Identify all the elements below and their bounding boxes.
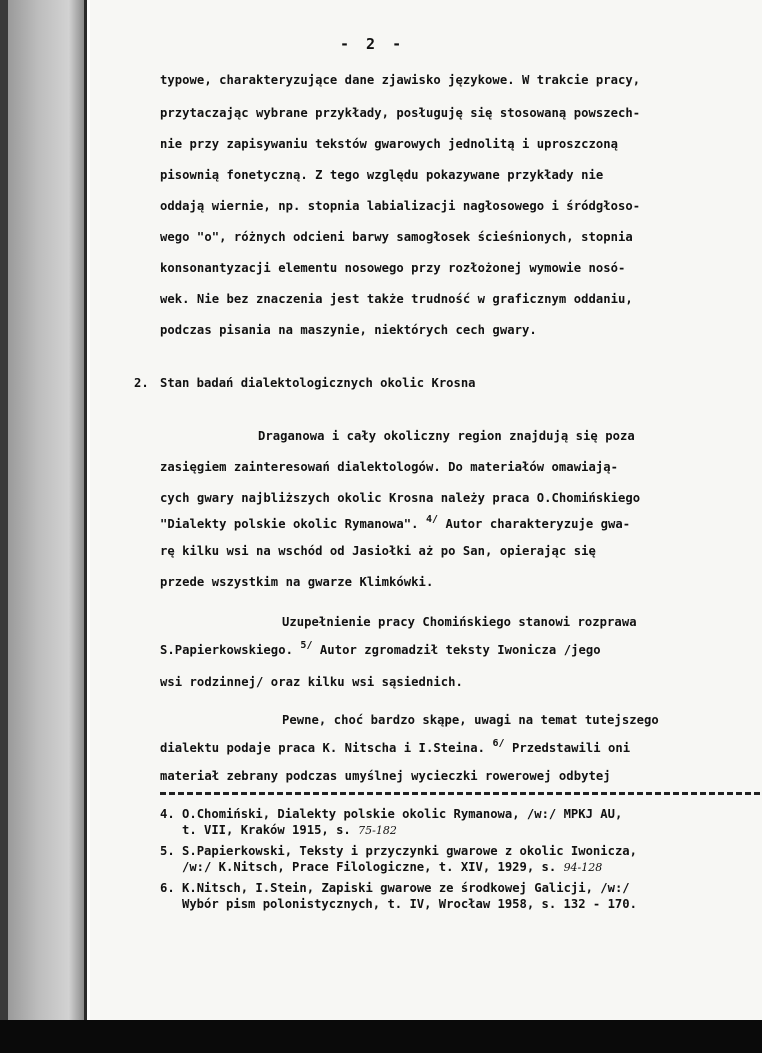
handwritten-pages: 75-182 — [358, 824, 397, 837]
paragraph-1-line: wek. Nie bez znaczenia jest także trudność w graficznym oddaniu, — [160, 292, 633, 306]
paragraph-1-line: oddają wiernie, np. stopnia labializacji nagłosowego i śródgłoso- — [160, 199, 641, 213]
footnote-ref: 6/ — [492, 738, 505, 749]
paragraph-1-line: przytaczając wybrane przykłady, posługuję się stosowaną powszech- — [160, 106, 641, 120]
footnote-4-cont: t. VII, Kraków 1915, s. 75-182 — [182, 823, 397, 837]
paragraph-4-line: dialektu podaje praca K. Nitscha i I.Steina. $^{6/}$ Przedstawili oni — [160, 738, 631, 755]
footnote-6: 6. K.Nitsch, I.Stein, Zapiski gwarowe ze środkowej Galicji, /w:/ — [160, 881, 630, 895]
paragraph-1-line: pisownią fonetyczną. Z tego względu pokazywane przykłady nie — [160, 168, 604, 182]
footnote-ref: 4/ — [425, 514, 439, 525]
footnote-ref: 5/ — [300, 640, 313, 651]
paragraph-2-line: "Dialekty polskie okolic Rymanowa". $^{4/}$ Autor charakteryzuje gwa- — [160, 514, 631, 531]
paragraph-3-line: wsi rodzinnej/ oraz kilku wsi sąsiednich. — [160, 675, 463, 689]
paragraph-1-line: wego "o", różnych odcieni barwy samogłosek ścieśnionych, stopnia — [160, 230, 633, 244]
paragraph-2-line: rę kilku wsi na wschód od Jasiołki aż po San, opierając się — [160, 544, 596, 558]
section-heading: Stan badań dialektologicznych okolic Krosna — [160, 376, 476, 390]
paragraph-1-line: nie przy zapisywaniu tekstów gwarowych jednolitą i uproszczoną — [160, 137, 619, 151]
footnote-5-cont: /w:/ K.Nitsch, Prace Filologiczne, t. XIV, 1929, s. 94-128 — [182, 860, 603, 874]
scan-binding-shadow — [8, 0, 84, 1053]
paragraph-3-line: Uzupełnienie pracy Chomińskiego stanowi rozprawa — [282, 615, 637, 629]
handwritten-pages: 94-128 — [563, 861, 603, 874]
paragraph-4-line: materiał zebrany podczas umyślnej wycieczki rowerowej odbytej — [160, 769, 611, 783]
scan-page-edge — [84, 0, 87, 1053]
paragraph-2-line: przede wszystkim na gwarze Klimkówki. — [160, 575, 434, 589]
paragraph-2-line: Draganowa i cały okoliczny region znajdują się poza — [258, 429, 635, 443]
section-number: 2. — [134, 376, 149, 390]
paragraph-1-line: konsonantyzacji elementu nosowego przy rozłożonej wymowie nosó- — [160, 261, 626, 275]
footnote-4: 4. O.Chomiński, Dialekty polskie okolic Rymanowa, /w:/ MPKJ AU, — [160, 807, 623, 821]
paragraph-2-line: zasięgiem zainteresowań dialektologów. Do materiałów omawiają- — [160, 460, 619, 474]
document-page — [90, 0, 762, 1020]
scan-edge-dark — [0, 0, 8, 1053]
page-number: - 2 - — [340, 35, 406, 53]
paragraph-4-line: Pewne, choć bardzo skąpe, uwagi na temat tutejszego — [282, 713, 659, 727]
footnote-5: 5. S.Papierkowski, Teksty i przyczynki gwarowe z okolic Iwonicza, — [160, 844, 637, 858]
paragraph-3-line: S.Papierkowskiego. $^{5/}$ Autor zgromadził teksty Iwonicza /jego — [160, 640, 601, 657]
paragraph-1-line: podczas pisania na maszynie, niektórych cech gwary. — [160, 323, 537, 337]
footnote-6-cont: Wybór pism polonistycznych, t. IV, Wrocław 1958, s. 132 - 170. — [182, 897, 637, 911]
paragraph-2-line: cych gwary najbliższych okolic Krosna należy praca O.Chomińskiego — [160, 491, 641, 505]
footnote-separator — [160, 792, 760, 795]
scan-bottom-edge — [0, 1020, 762, 1053]
paragraph-1-line: typowe, charakteryzujące dane zjawisko językowe. W trakcie pracy, — [160, 73, 641, 87]
